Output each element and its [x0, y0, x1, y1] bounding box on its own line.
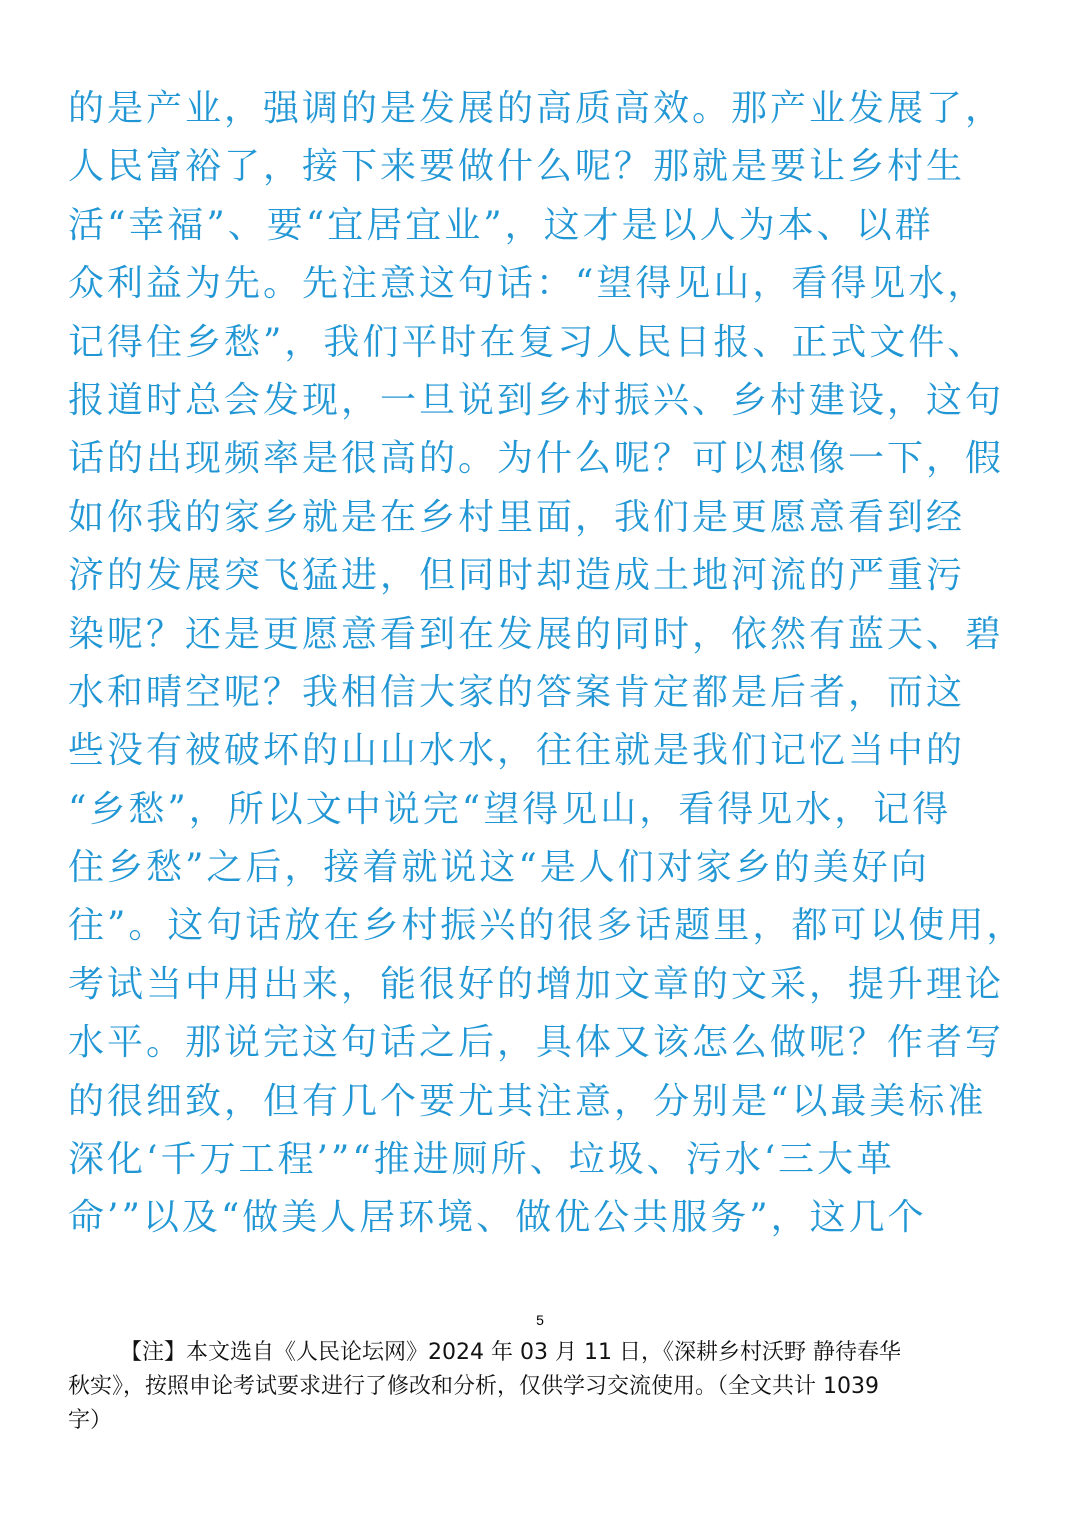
body-line: 报道时总会发现，一旦说到乡村振兴、乡村建设，这句 — [68, 379, 1005, 421]
note-line: 【注】本文选自《人民论坛网》2024 年 03 月 11 日，《深耕乡村沃野 静待春华 — [120, 1340, 901, 1365]
note-line: 秋实》，按照申论考试要求进行了修改和分析，仅供学习交流使用。（全文共计 1039 — [68, 1374, 879, 1399]
body-line: 水和晴空呢？我相信大家的答案肯定都是后者，而这 — [68, 671, 966, 713]
body-line: 些没有被破坏的山山水水，往往就是我们记忆当中的 — [68, 730, 966, 772]
body-line: 染呢？还是更愿意看到在发展的同时，依然有蓝天、碧 — [68, 613, 1005, 655]
body-line: “乡愁”，所以文中说完“望得见山，看得见水，记得 — [68, 788, 952, 830]
body-line: 话的出现频率是很高的。为什么呢？可以想像一下，假 — [68, 438, 1005, 480]
body-line: 的很细致，但有几个要尤其注意，分别是“以最美标准 — [68, 1080, 987, 1122]
body-line: 住乡愁”之后，接着就说这“是人们对家乡的美好向 — [68, 847, 930, 889]
source-note — [68, 1336, 1028, 1438]
body-line: 水平。那说完这句话之后，具体又该怎么做呢？作者写 — [68, 1022, 1005, 1064]
body-line: 济的发展突飞猛进，但同时却造成土地河流的严重污 — [68, 555, 966, 597]
body-line: 众利益为先。先注意这句话：“望得见山，看得见水， — [68, 263, 987, 305]
body-line: 活“幸福”、要“宜居宜业”，这才是以人为本、以群 — [68, 204, 934, 246]
body-line: 命’”以及“做美人居环境、做优公共服务”，这几个 — [68, 1197, 927, 1239]
body-line: 深化‘千万工程’”“推进厕所、垃圾、污水‘三大革 — [68, 1139, 896, 1181]
body-line: 考试当中用出来，能很好的增加文章的文采，提升理论 — [68, 963, 1005, 1005]
page-number: 5 — [536, 1312, 544, 1328]
body-line: 往”。这句话放在乡村振兴的很多话题里，都可以使用， — [68, 905, 1026, 947]
body-line: 的是产业，强调的是发展的高质高效。那产业发展了， — [68, 88, 1005, 129]
article-body — [68, 80, 1028, 1248]
note-line: 字） — [68, 1408, 113, 1433]
body-line: 人民富裕了，接下来要做什么呢？那就是要让乡村生 — [68, 146, 966, 188]
body-line: 如你我的家乡就是在乡村里面，我们是更愿意看到经 — [68, 496, 966, 538]
body-line: 记得住乡愁”，我们平时在复习人民日报、正式文件、 — [68, 321, 987, 363]
